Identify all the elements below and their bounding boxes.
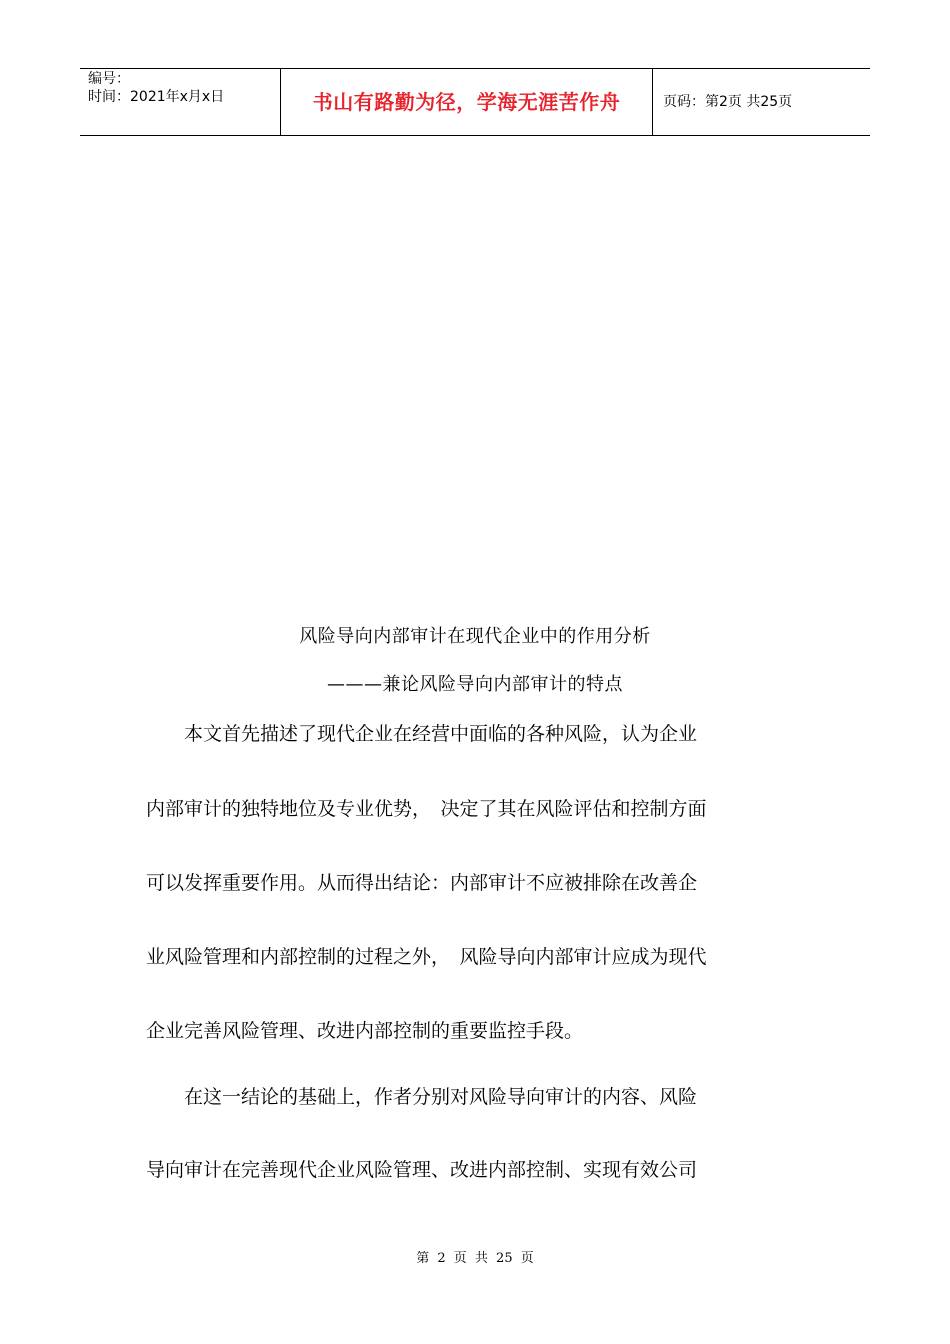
document-subtitle: ———兼论风险导向内部审计的特点 <box>327 674 623 695</box>
body-line: 可以发挥重要作用。从而得出结论：内部审计不应被排除在改善企 <box>146 872 698 894</box>
body-line: 在这一结论的基础上，作者分别对风险导向审计的内容、风险 <box>146 1086 698 1108</box>
body-line: 内部审计的独特地位及专业优势， 决定了其在风险评估和控制方面 <box>146 798 707 820</box>
body-line: 业风险管理和内部控制的过程之外， 风险导向内部审计应成为现代 <box>146 946 707 968</box>
header-motto: 书山有路勤为径，学海无涯苦作舟 <box>281 69 653 135</box>
page-header <box>80 68 870 136</box>
body-line: 导向审计在完善现代企业风险管理、改进内部控制、实现有效公司 <box>146 1159 698 1181</box>
header-meta-cell <box>80 69 281 135</box>
page-footer: 第 2 页 共 25 页 <box>416 1251 534 1266</box>
document-title: 风险导向内部审计在现代企业中的作用分析 <box>299 626 651 647</box>
body-line: 本文首先描述了现代企业在经营中面临的各种风险，认为企业 <box>146 723 698 745</box>
document-number-label: 编号： <box>88 71 130 87</box>
header-page-info: 页码：第2页 共25页 <box>663 94 793 110</box>
document-date-label: 时间：2021年x月x日 <box>88 89 225 105</box>
body-line: 企业完善风险管理、改进内部控制的重要监控手段。 <box>146 1020 584 1042</box>
